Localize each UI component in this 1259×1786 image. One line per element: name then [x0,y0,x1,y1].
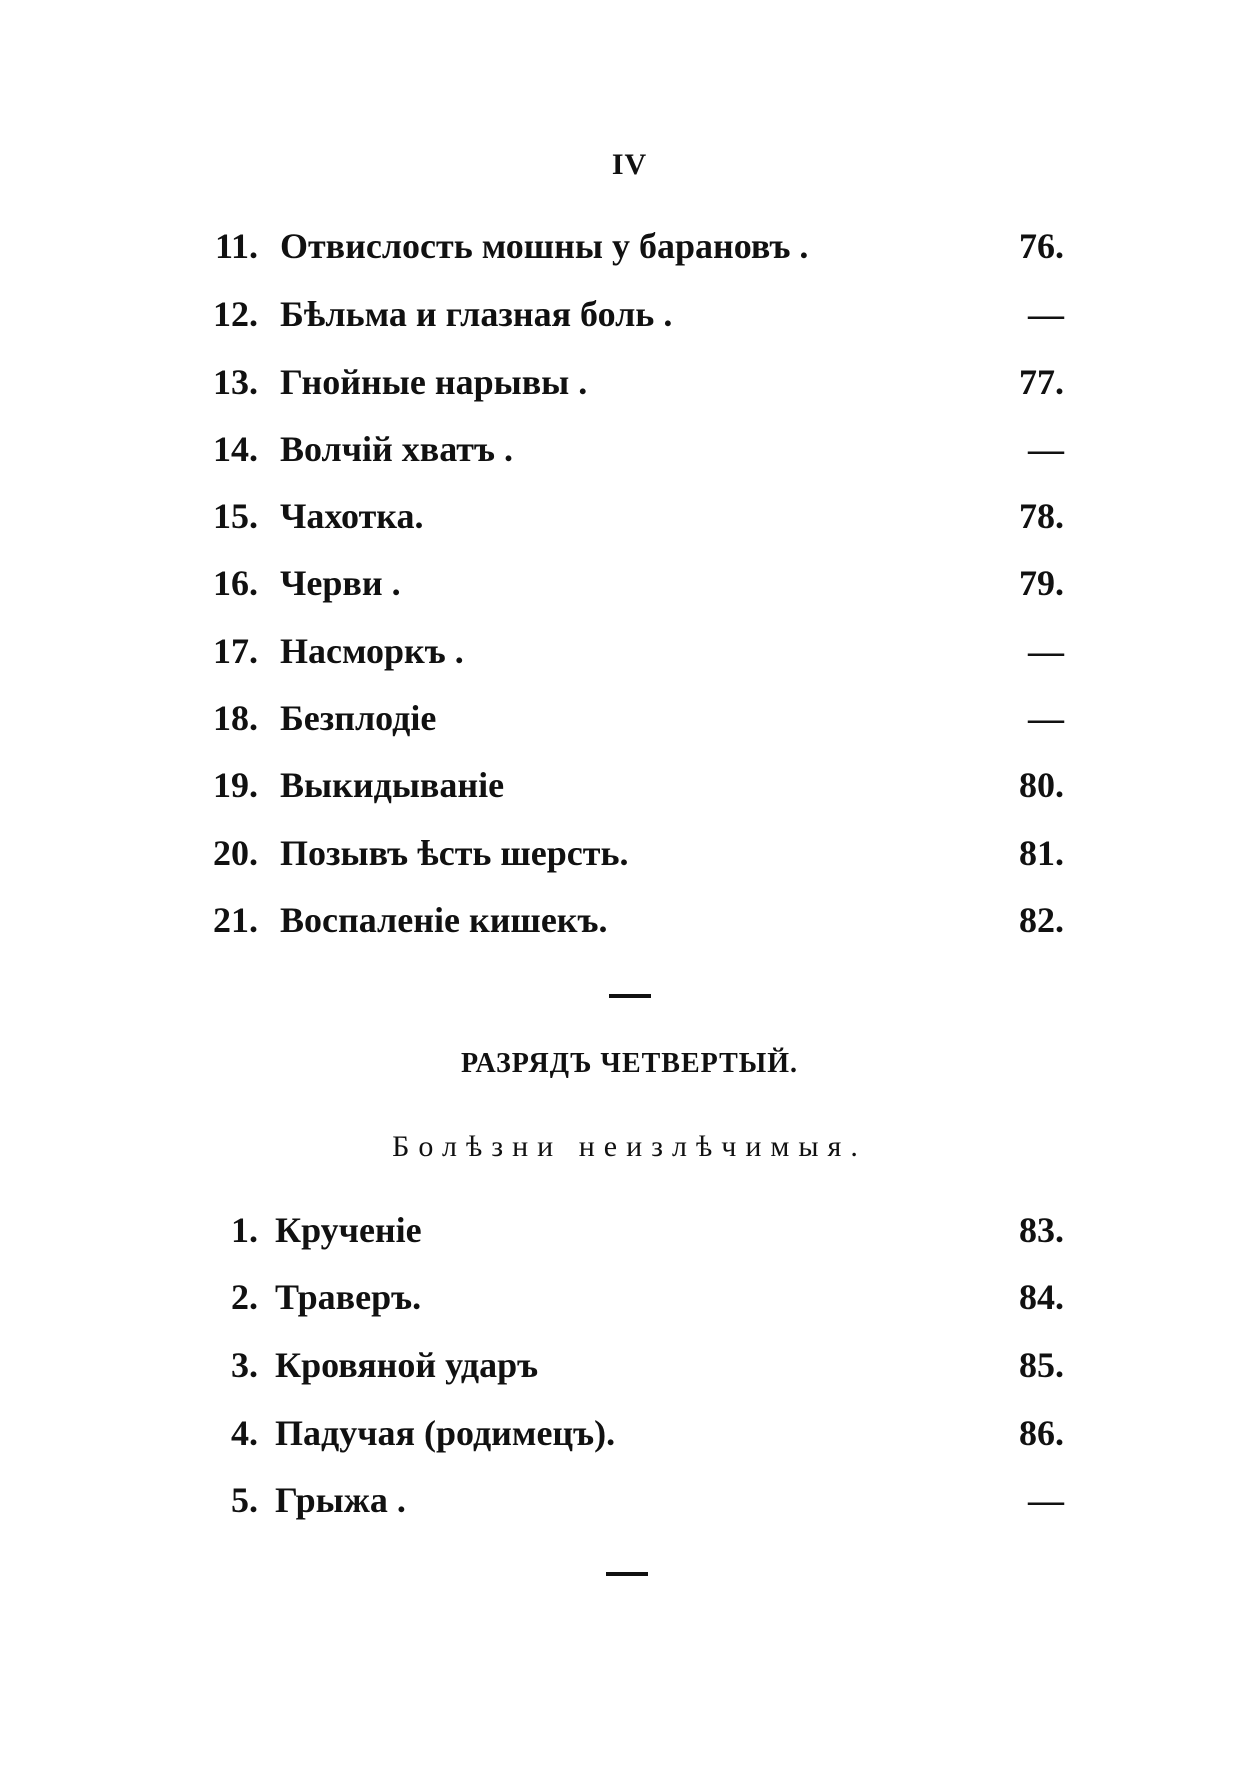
entry-number: 17. [213,631,258,671]
toc-entry [0,425,1259,473]
toc-entry [0,492,1259,540]
section-divider [609,994,651,998]
toc-entry [0,1409,1259,1457]
entry-number: 11. [214,226,258,266]
entry-title: Волчій хватъ . [280,429,513,469]
entry-title: Выкидываніе [280,765,505,805]
entry-number: 3. [231,1345,258,1385]
entry-page: 84. [1019,1277,1064,1317]
section-subheading: Болѣзни неизлѣчимыя. [392,1130,867,1163]
entry-number: 5. [231,1480,258,1520]
entry-number: 14. [213,429,258,469]
toc-entry [0,694,1259,742]
toc-entry [0,761,1259,809]
toc-entry [0,559,1259,607]
entry-page: — [1028,631,1064,671]
entry-page: 82. [1019,900,1064,940]
entry-page: — [1028,698,1064,738]
entry-number: 15. [213,496,258,536]
closing-divider [606,1572,648,1576]
entry-number: 19. [213,765,258,805]
entry-page: — [1028,1480,1064,1520]
toc-entry [0,358,1259,406]
toc-entry [0,290,1259,338]
toc-entry [0,1476,1259,1524]
entry-page: 85. [1019,1345,1064,1385]
page-number: IV [611,148,648,181]
entry-page: 78. [1019,496,1064,536]
toc-entry [0,829,1259,877]
entry-page: 86. [1019,1413,1064,1453]
entry-number: 2. [231,1277,258,1317]
entry-title: Воспаленіе кишекъ. [280,900,608,940]
entry-title: Позывъ ѣсть шерсть. [280,833,629,873]
toc-entry [0,1273,1259,1321]
entry-page: 77. [1019,362,1064,402]
entry-title: Траверъ. [275,1277,422,1317]
entry-number: 16. [213,563,258,603]
entry-number: 21. [213,900,258,940]
entry-number: 4. [231,1413,258,1453]
entry-page: 80. [1019,765,1064,805]
entry-title: Чахотка. [280,496,424,536]
entry-title: Бѣльма и глазная боль . [280,294,673,334]
entry-page: 83. [1019,1210,1064,1250]
entry-page: 76. [1019,226,1064,266]
toc-entry [0,222,1259,270]
entry-page: — [1028,294,1064,334]
entry-number: 20. [213,833,258,873]
entry-title: Насморкъ . [280,631,464,671]
entry-page: — [1028,429,1064,469]
toc-entry [0,627,1259,675]
entry-number: 12. [213,294,258,334]
entry-number: 1. [231,1210,258,1250]
entry-title: Грыжа . [275,1480,406,1520]
toc-entry [0,896,1259,944]
toc-entry [0,1341,1259,1389]
entry-title: Падучая (родимецъ). [275,1413,616,1453]
entry-title: Кровяной ударъ [275,1345,539,1385]
toc-entry [0,1206,1259,1254]
entry-page: 79. [1019,563,1064,603]
entry-title: Крученіе [275,1210,422,1250]
section-heading: РАЗРЯДЪ ЧЕТВЕРТЫЙ. [460,1048,799,1079]
entry-page: 81. [1019,833,1064,873]
entry-title: Гнойные нарывы . [280,362,588,402]
entry-number: 18. [213,698,258,738]
entry-title: Черви . [280,563,401,603]
entry-number: 13. [213,362,258,402]
entry-title: Отвислость мошны у барановъ . [280,226,809,266]
entry-title: Безплодіе [280,698,437,738]
